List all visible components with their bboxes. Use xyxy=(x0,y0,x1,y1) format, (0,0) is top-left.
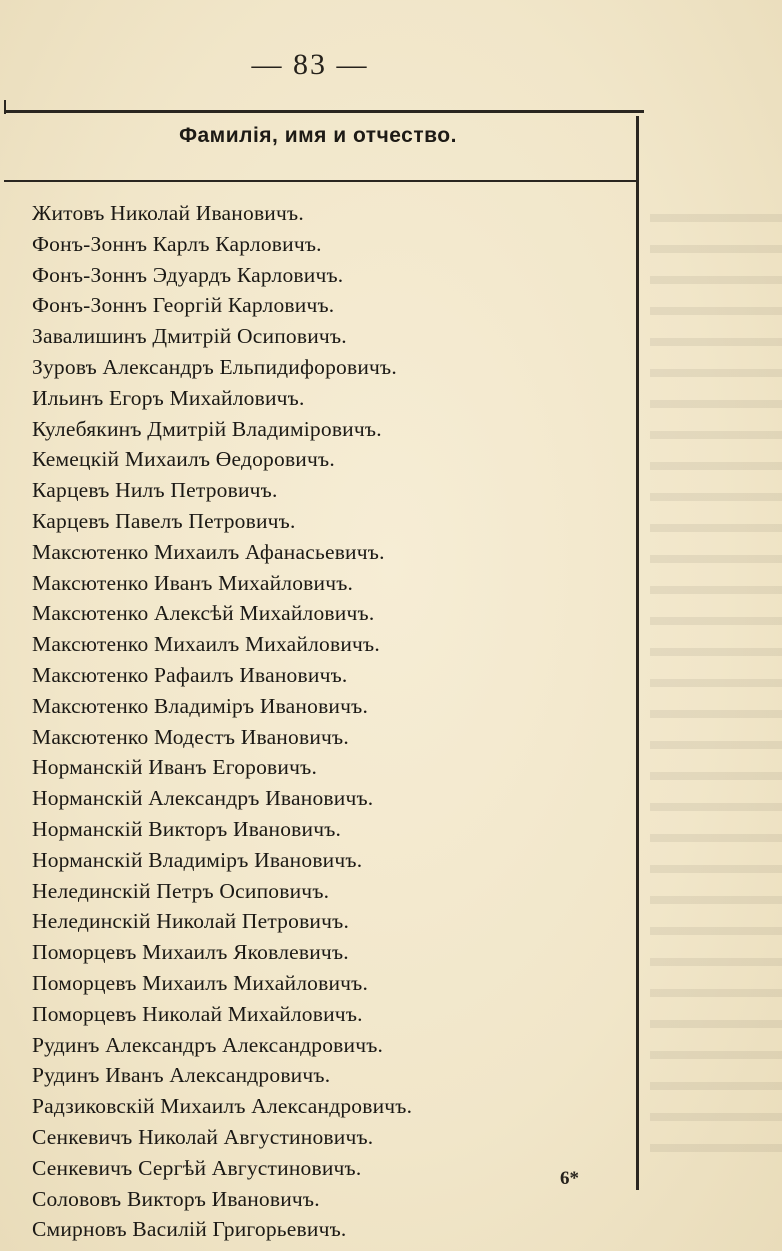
name-entry: Сенкевичъ Сергѣй Августиновичъ. xyxy=(32,1155,362,1180)
name-entry: Максютенко Модестъ Ивановичъ. xyxy=(32,724,349,749)
name-entry: Житовъ Николай Ивановичъ. xyxy=(32,201,304,225)
name-entry: Максютенко Рафаилъ Ивановичъ. xyxy=(32,662,348,687)
name-entry: Максютенко Михаилъ Михайловичъ. xyxy=(32,632,380,657)
name-entry: Рудинъ Иванъ Александровичъ. xyxy=(32,1063,331,1088)
bleed-through-texture xyxy=(650,200,782,1160)
name-entry: Кулебякинъ Дмитрій Владиміровичъ. xyxy=(32,416,382,441)
name-entry: Фонъ-Зоннъ Георгій Карловичъ. xyxy=(32,293,335,318)
name-entry: Норманскій Владиміръ Ивановичъ. xyxy=(32,847,363,872)
name-entry: Рудинъ Александръ Александровичъ. xyxy=(32,1032,384,1057)
name-entry: Радзиковскій Михаилъ Александровичъ. xyxy=(32,1094,413,1119)
name-entry: Максютенко Алексѣй Михайловичъ. xyxy=(32,601,375,626)
column-header: Фамилія, имя и отчество. xyxy=(179,124,457,147)
name-entry: Фонъ-Зоннъ Карлъ Карловичъ. xyxy=(32,231,322,256)
name-entry: Норманскій Александръ Ивановичъ. xyxy=(32,786,374,811)
name-entry: Максютенко Владиміръ Ивановичъ. xyxy=(32,693,369,718)
name-entry: Карцевъ Нилъ Петровичъ. xyxy=(32,478,278,503)
name-entry: Нелединскій Петръ Осиповичъ. xyxy=(32,878,330,903)
name-entry: Максютенко Иванъ Михайловичъ. xyxy=(32,570,354,595)
name-entry: Поморцевъ Михаилъ Михайловичъ. xyxy=(32,970,369,995)
page-number: — 83 — xyxy=(251,48,369,81)
name-entry: Завалишинъ Дмитрій Осиповичъ. xyxy=(32,324,347,349)
name-entry: Ильинъ Егоръ Михайловичъ. xyxy=(32,385,305,410)
name-entry: Солововъ Викторъ Ивановичъ. xyxy=(32,1186,320,1211)
names-list xyxy=(32,198,632,1245)
name-entry: Максютенко Михаилъ Афанасьевичъ. xyxy=(32,539,385,564)
name-entry: Карцевъ Павелъ Петровичъ. xyxy=(32,508,296,533)
name-entry: Кемецкій Михаилъ Өедоровичъ. xyxy=(32,447,335,472)
name-entry: Сенкевичъ Николай Августиновичъ. xyxy=(32,1124,374,1149)
name-entry: Смирновъ Василій Григорьевичъ. xyxy=(32,1217,347,1242)
name-entry: Норманскій Викторъ Ивановичъ. xyxy=(32,816,342,841)
name-entry: Нелединскій Николай Петровичъ. xyxy=(32,909,350,934)
name-entry: Поморцевъ Михаилъ Яковлевичъ. xyxy=(32,940,349,965)
name-entry: Поморцевъ Николай Михайловичъ. xyxy=(32,1001,363,1026)
table-top-rule xyxy=(4,110,644,113)
name-entry: Зуровъ Александръ Ельпидифоровичъ. xyxy=(32,354,397,379)
column-right-rule xyxy=(636,116,639,1190)
signature-mark: 6* xyxy=(560,1168,579,1189)
name-entry: Норманскій Иванъ Егоровичъ. xyxy=(32,755,318,780)
name-entry: Фонъ-Зоннъ Эдуардъ Карловичъ. xyxy=(32,262,344,287)
header-divider-rule xyxy=(4,180,638,182)
